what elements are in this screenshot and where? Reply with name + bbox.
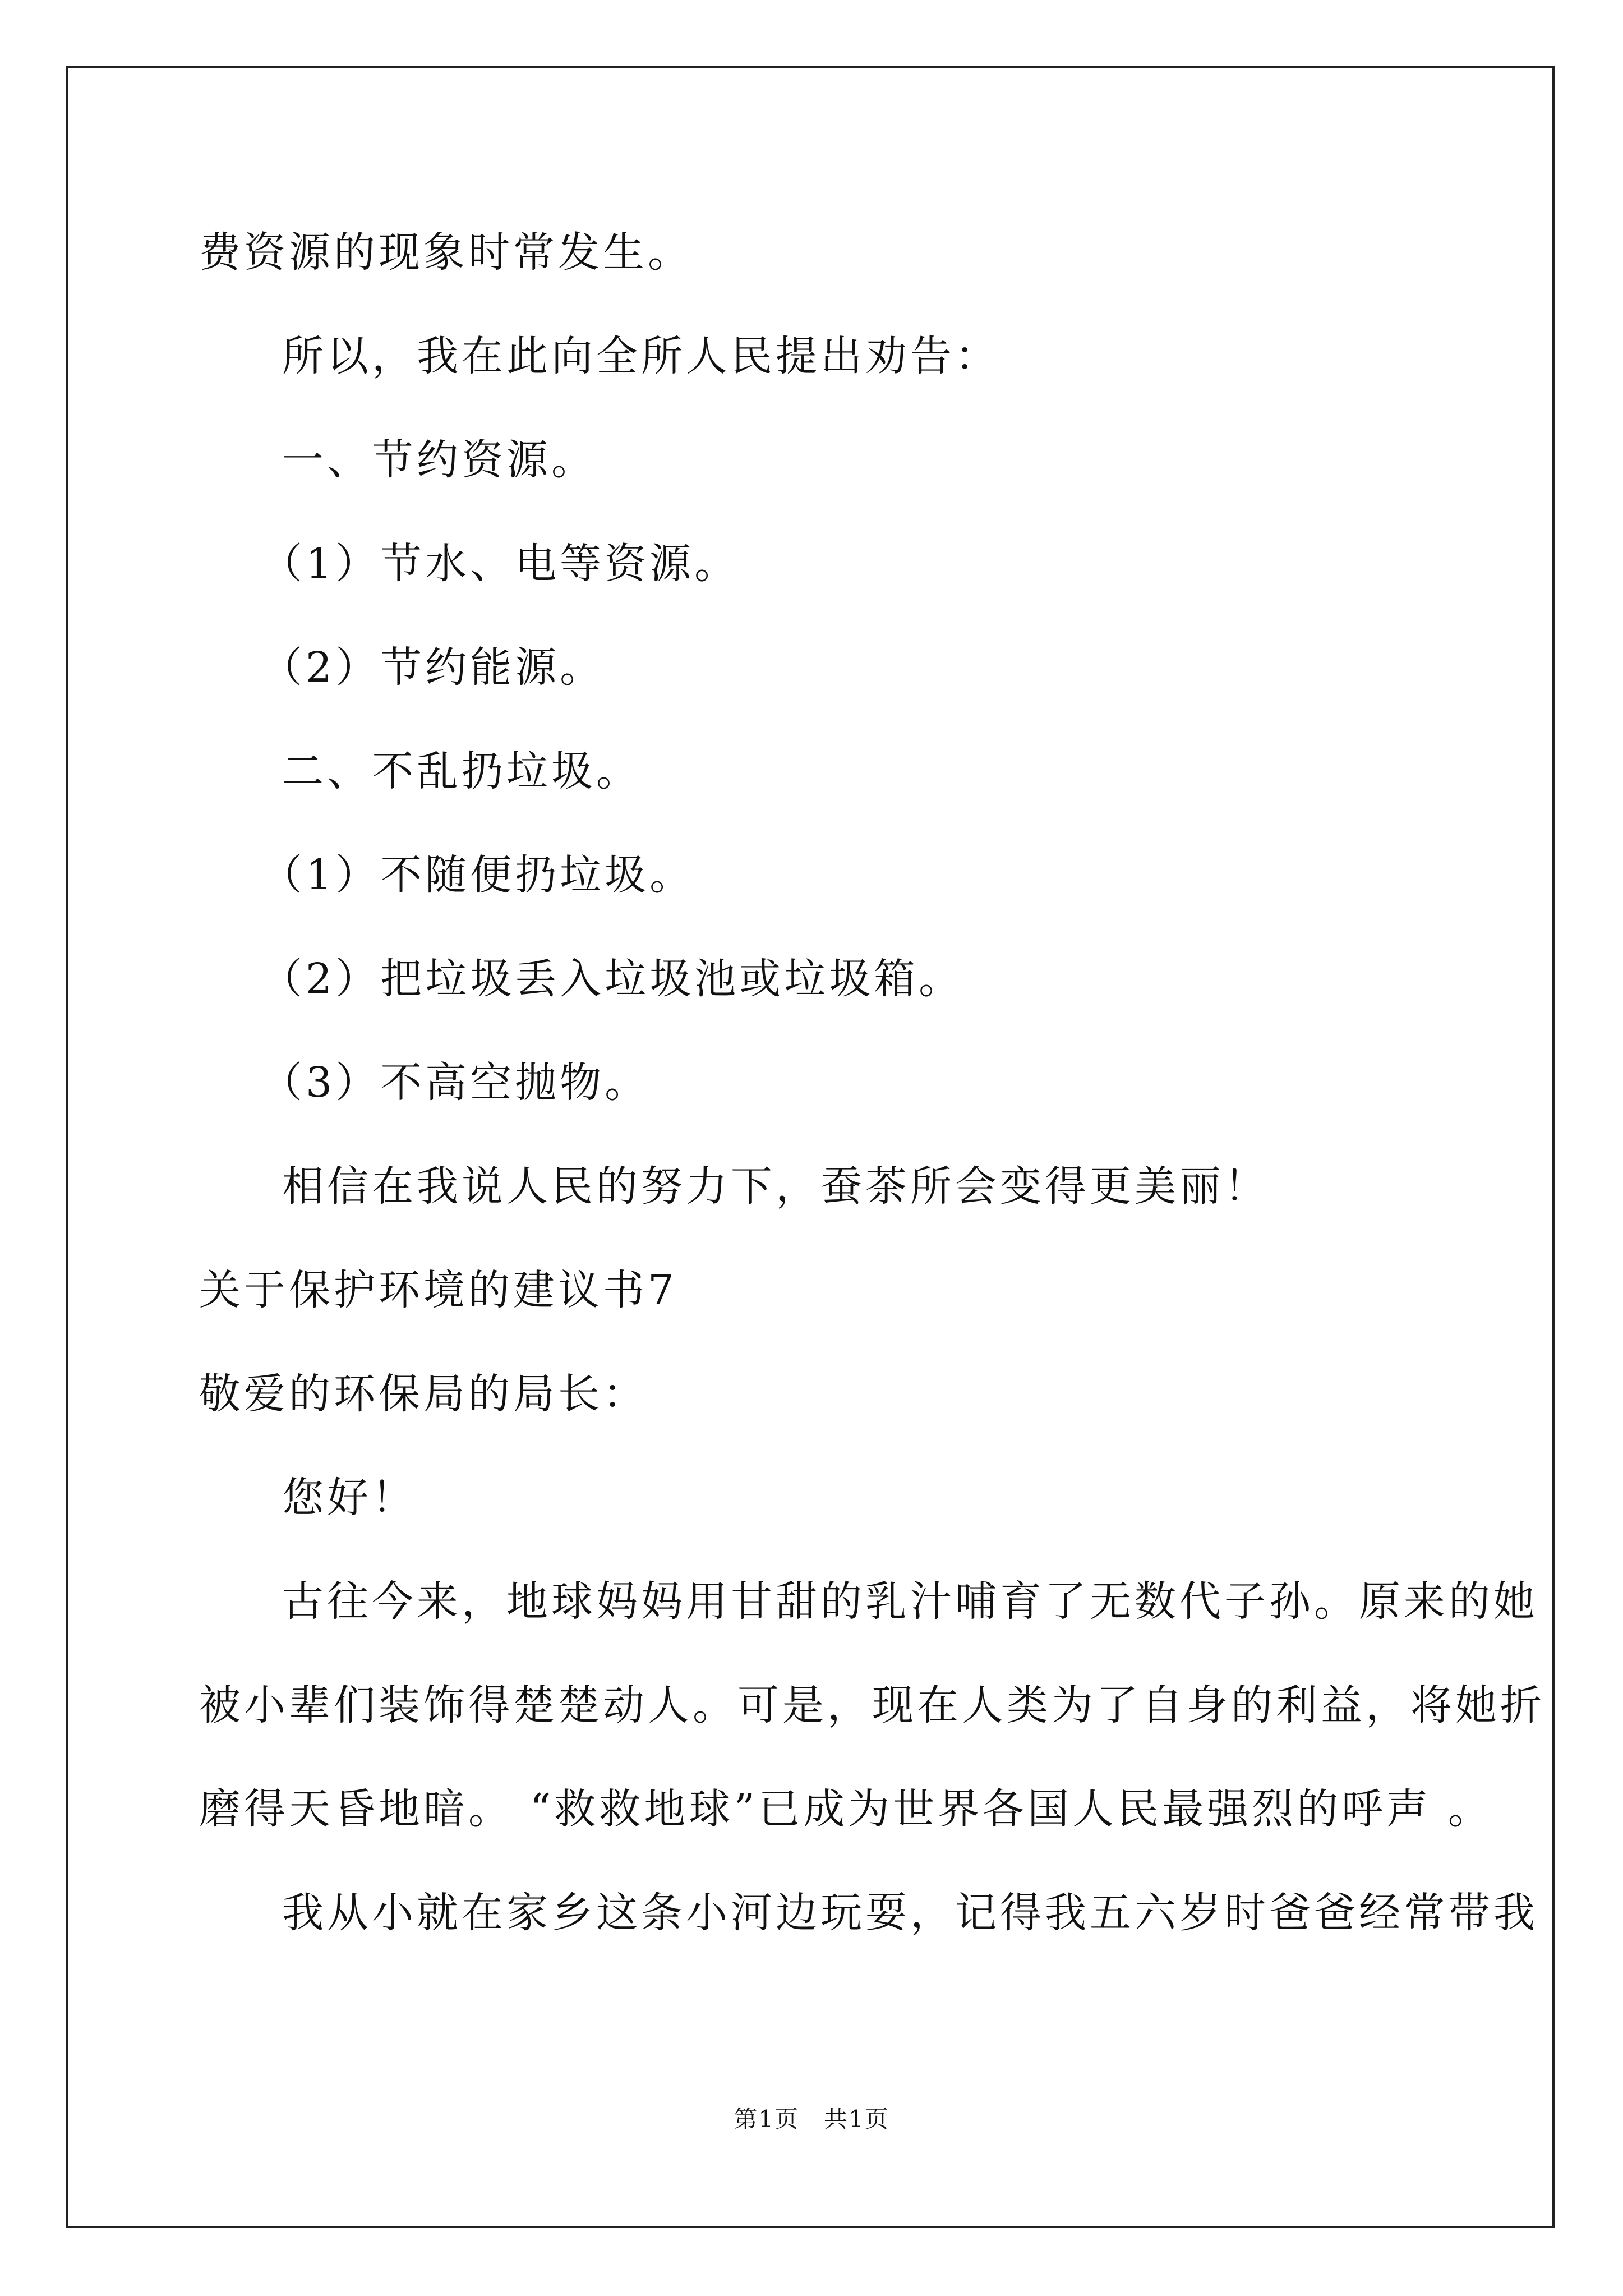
text-line: 所以，我在此向全所人民提出劝告： xyxy=(282,332,1000,380)
text-line: 磨得天昏地暗。 “救救地球”已成为世界各国人民最强烈的呼声 。 xyxy=(199,1785,1493,1833)
text-line: 我从小就在家乡这条小河边玩耍，记得我五六岁时爸爸经常带我 xyxy=(282,1889,1538,1937)
text-line: （1）不随便扔垃圾。 xyxy=(261,851,695,899)
text-line: （3）不高空抛物。 xyxy=(261,1059,650,1107)
text-line: 二、不乱扔垃圾。 xyxy=(282,747,641,795)
text-line: （1）节水、电等资源。 xyxy=(261,540,740,588)
text-line: 费资源的现象时常发生。 xyxy=(199,228,693,277)
page-footer: 第1页 共1页 xyxy=(734,2105,889,2133)
text-line: 被小辈们装饰得楚楚动人。可是，现在人类为了自身的利益，将她折 xyxy=(199,1681,1545,1729)
salutation: 敬爱的环保局的局长： xyxy=(199,1370,648,1418)
text-line: 一、节约资源。 xyxy=(282,436,596,484)
greeting: 您好！ xyxy=(282,1474,417,1522)
text-line: 古往今来，地球妈妈用甘甜的乳汁哺育了无数代子孙。原来的她 xyxy=(282,1577,1538,1626)
text-line: （2）把垃圾丢入垃圾池或垃圾箱。 xyxy=(261,955,964,1003)
section-heading: 关于保护环境的建议书7 xyxy=(199,1266,678,1314)
text-line: （2）节约能源。 xyxy=(261,643,605,692)
text-line: 相信在我说人民的努力下，蚕茶所会变得更美丽！ xyxy=(282,1162,1269,1211)
